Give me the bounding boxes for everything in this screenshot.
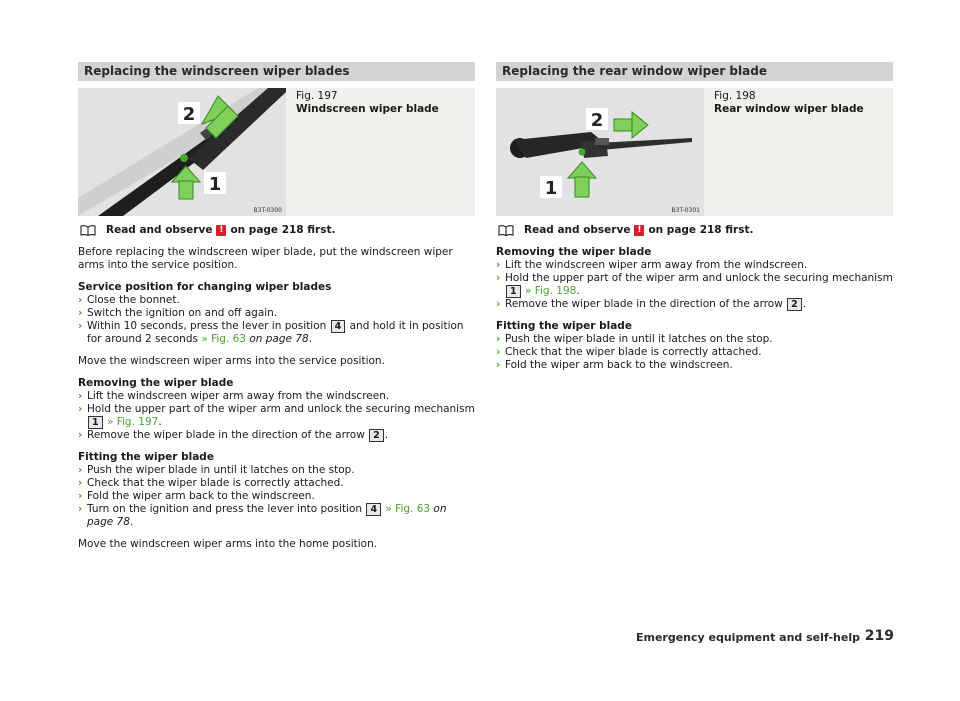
figure-number: Fig. 197	[296, 90, 338, 102]
list-item: › Within 10 seconds, press the lever in position 4 and hold it in position for around 2 seconds » Fig. 63 on page 78.	[78, 320, 464, 345]
windscreen-wiper-illustration	[78, 88, 286, 216]
figure-link[interactable]: » Fig. 63	[201, 333, 246, 345]
figure-link[interactable]: » Fig. 197	[106, 416, 159, 428]
book-icon	[80, 225, 96, 236]
list-item: › Fold the wiper arm back to the windscreen.	[78, 490, 315, 502]
figure-number: Fig. 198	[714, 90, 756, 102]
figure-caption	[714, 90, 893, 116]
book-icon	[498, 225, 514, 236]
figure-caption	[296, 90, 475, 116]
step-arrow-icon: ›	[78, 464, 83, 476]
step-arrow-icon: ›	[496, 272, 501, 284]
list-item: › Check that the wiper blade is correctly attached.	[496, 346, 762, 358]
step-arrow-icon: ›	[78, 320, 83, 332]
callout-2: 2	[590, 110, 604, 131]
step-arrow-icon: ›	[78, 429, 83, 441]
footer-section-title: Emergency equipment and self-help	[635, 631, 860, 644]
figure-link[interactable]: » Fig. 63	[385, 503, 431, 515]
fitting-heading: Fitting the wiper blade	[78, 451, 214, 463]
list-item: › Push the wiper blade in until it latches on the stop.	[496, 333, 773, 345]
list-item: › Fold the wiper arm back to the windscreen.	[496, 359, 733, 371]
read-observe-prefix: Read and observe	[524, 224, 631, 236]
key-label: 2	[787, 298, 802, 311]
list-item: › Lift the windscreen wiper arm away from the windscreen.	[496, 259, 808, 271]
key-label: 2	[369, 429, 384, 442]
step-arrow-icon: ›	[78, 490, 83, 502]
key-label: 4	[366, 503, 381, 516]
page-link[interactable]: on page 78	[249, 333, 309, 345]
section-header: Replacing the rear window wiper blade	[496, 62, 893, 81]
list-item: › Turn on the ignition and press the lever into position 4 » Fig. 63 on page 78.	[78, 503, 447, 528]
page-number: 219	[864, 628, 894, 644]
step-arrow-icon: ›	[496, 346, 501, 358]
read-observe-note	[496, 224, 893, 237]
list-item: › Hold the upper part of the wiper arm and unlock the securing mechanism 1 » Fig. 197.	[78, 403, 475, 428]
figure-197	[78, 88, 475, 216]
step-arrow-icon: ›	[496, 333, 501, 345]
list-item: › Hold the upper part of the wiper arm and unlock the securing mechanism 1 » Fig. 198.	[496, 272, 893, 297]
service-heading: Service position for changing wiper blades	[78, 281, 332, 293]
step-arrow-icon: ›	[78, 390, 83, 402]
callout-1: 1	[208, 174, 222, 195]
intro-paragraph: Before replacing the windscreen wiper blade, put the windscreen wiper arms into the service position.	[78, 246, 453, 271]
list-item: › Remove the wiper blade in the direction of the arrow 2 .	[78, 429, 389, 441]
move-home-paragraph: Move the windscreen wiper arms into the home position.	[78, 538, 378, 550]
step-arrow-icon: ›	[496, 298, 501, 310]
figure-link[interactable]: » Fig. 198	[524, 285, 577, 297]
list-item: › Push the wiper blade in until it latches on the stop.	[78, 464, 355, 476]
step-arrow-icon: ›	[78, 477, 83, 489]
list-item: › Remove the wiper blade in the direction of the arrow 2 .	[496, 298, 807, 310]
list-item: › Switch the ignition on and off again.	[78, 307, 278, 319]
fitting-heading: Fitting the wiper blade	[496, 320, 632, 332]
right-column	[496, 62, 893, 372]
rear-wiper-illustration	[496, 88, 704, 216]
removing-heading: Removing the wiper blade	[78, 377, 234, 389]
figure-198	[496, 88, 893, 216]
step-arrow-icon: ›	[78, 307, 83, 319]
figure-title: Windscreen wiper blade	[296, 103, 439, 115]
section-header: Replacing the windscreen wiper blades	[78, 62, 475, 81]
read-observe-suffix: on page 218 first.	[230, 224, 336, 236]
step-arrow-icon: ›	[496, 259, 501, 271]
read-observe-suffix: on page 218 first.	[648, 224, 754, 236]
callout-2: 2	[182, 104, 196, 125]
figure-code: B3T-0301	[671, 207, 700, 214]
left-column	[78, 62, 475, 551]
read-observe-prefix: Read and observe	[106, 224, 213, 236]
key-label: 4	[331, 320, 346, 333]
page-footer	[635, 628, 894, 644]
step-arrow-icon: ›	[496, 359, 501, 371]
step-arrow-icon: ›	[78, 403, 83, 415]
move-service-paragraph: Move the windscreen wiper arms into the service position.	[78, 355, 385, 367]
key-label: 1	[88, 416, 103, 429]
read-observe-note	[78, 224, 475, 237]
figure-code: B3T-0300	[253, 207, 282, 214]
warning-icon: !	[216, 225, 226, 236]
list-item: › Check that the wiper blade is correctly attached.	[78, 477, 344, 489]
figure-title: Rear window wiper blade	[714, 103, 864, 115]
list-item: › Close the bonnet.	[78, 294, 180, 306]
page-link[interactable]: on page 78	[87, 503, 447, 528]
list-item: › Lift the windscreen wiper arm away from the windscreen.	[78, 390, 390, 402]
callout-1: 1	[544, 178, 558, 199]
removing-heading: Removing the wiper blade	[496, 246, 652, 258]
step-arrow-icon: ›	[78, 294, 83, 306]
key-label: 1	[506, 285, 521, 298]
step-arrow-icon: ›	[78, 503, 83, 515]
warning-icon: !	[634, 225, 644, 236]
